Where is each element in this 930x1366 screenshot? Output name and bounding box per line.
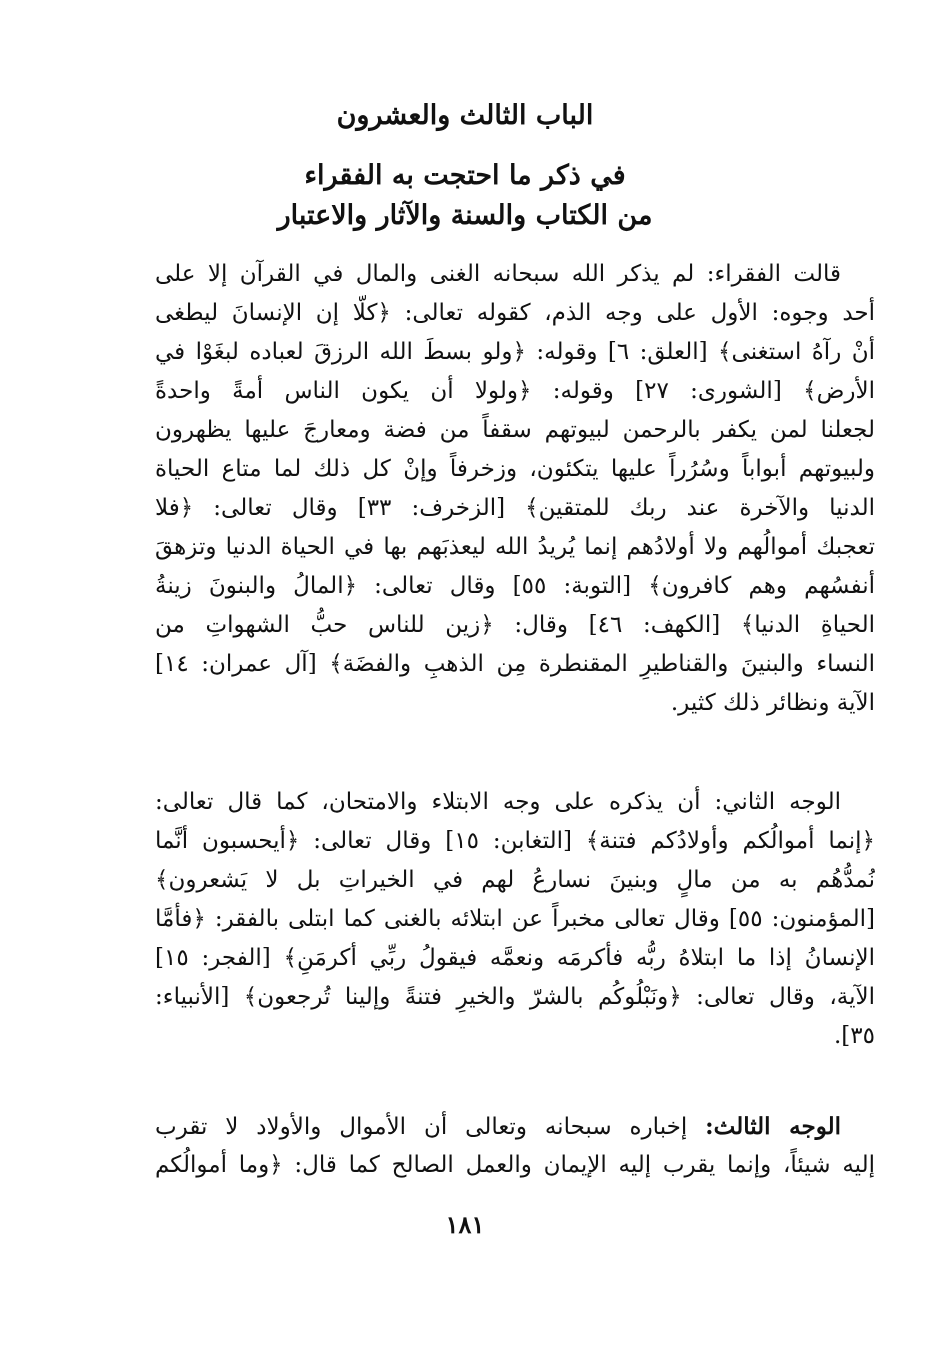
text-line: أنْ رآهُ استغنى﴾ [العلق: ٦] وقوله: ﴿ولو بسطَ الله الرزقَ لعباده لبغَوْا في [155, 339, 875, 365]
text-line: أنفسُهم وهم كافرون﴾ [التوبة: ٥٥] وقال تعالى: ﴿المالُ والبنونَ زينةُ [155, 573, 875, 599]
text-line: تعجبك أموالُهم ولا أولادُهم إنما يُريدُ الله ليعذبَهم بها في الحياة الدنيا وتزهقَ [155, 534, 875, 560]
text-line: الإنسانُ إذا ما ابتلاهُ ربُّه فأكرمَه ونعمَّه فيقولُ ربِّي أكرمَنِ﴾ [الفجر: ١٥] [155, 945, 875, 971]
text-line: نُمدُّهُم به من مالٍ وبنينَ نسارعُ لهم في الخيراتِ بل لا يَشعرون﴾ [155, 867, 875, 893]
text-line: الدنيا والآخرة عند ربك للمتقين﴾ [الزخرف: ٣٣] وقال تعالى: ﴿فلا [155, 495, 875, 521]
paragraph-3 [155, 1107, 875, 1185]
text-line: أحد وجوه: الأول على وجه الذم، كقوله تعالى: ﴿كلّا إن الإنسانَ ليطغى [155, 300, 875, 326]
text-line: ولبيوتهم أبواباً وسُرُراً عليها يتكئون، وزخرفاً وإنْ كل ذلك لما متاع الحياة [155, 456, 875, 482]
paragraph-2 [155, 783, 875, 1056]
text-line [155, 1107, 875, 1146]
text-line: قالت الفقراء: لم يذكر الله سبحانه الغنى والمال في القرآن إلا على [155, 261, 841, 287]
chapter-title: الباب الثالث والعشرون [336, 100, 594, 131]
subtitle-line-2: من الكتاب والسنة والآثار والاعتبار [277, 200, 653, 231]
text-line: الوجه الثاني: أن يذكره على وجه الابتلاء والامتحان، كما قال تعالى: [155, 789, 841, 815]
paragraph-lead: الوجه الثالث: [705, 1113, 841, 1140]
text-line: الآية، وقال تعالى: ﴿ونَبْلُوكُم بالشرّ والخيرِ فتنةً وإلينا تُرجعون﴾ [الأنبياء: [155, 984, 875, 1010]
text-line: النساء والبنينَ والقناطيرِ المقنطرة مِن الذهبِ والفضَة﴾ [آل عمران: ١٤] [155, 651, 875, 677]
text-line: الحياةِ الدنيا﴾ [الكهف: ٤٦] وقال: ﴿زين للناس حبُّ الشهواتِ من [155, 612, 875, 638]
text-line: إليه شيئاً، وإنما يقرب إليه الإيمان والعمل الصالح كما قال: ﴿وما أموالُكم [155, 1152, 875, 1178]
text-line: لجعلنا لمن يكفر بالرحمن لبيوتهم سقفاً من فضة ومعارجَ عليها يظهرون [155, 417, 875, 443]
text-line: الآية ونظائر ذلك كثير. [670, 690, 875, 716]
text-line: ٣٥]. [833, 1023, 875, 1049]
text-line: [المؤمنون: ٥٥] وقال تعالى مخبراً عن ابتلائه بالغنى كما ابتلى بالفقر: ﴿فأمَّا [155, 906, 875, 932]
subtitle-line-1: في ذكر ما احتجت به الفقراء [304, 160, 626, 191]
text-span: إخباره سبحانه وتعالى أن الأموال والأولاد لا تقرب [155, 1114, 706, 1140]
paragraph-1 [155, 255, 875, 723]
text-line: الأرض﴾ [الشورى: ٢٧] وقوله: ﴿ولولا أن يكون الناس أمةً واحدةً [155, 378, 875, 404]
text-line: ﴿إنما أموالُكم وأولادُكم فتنة﴾ [التغابن: ١٥] وقال تعالى: ﴿أيحسبون أنَّما [155, 828, 875, 854]
page-number: ١٨١ [445, 1210, 485, 1239]
